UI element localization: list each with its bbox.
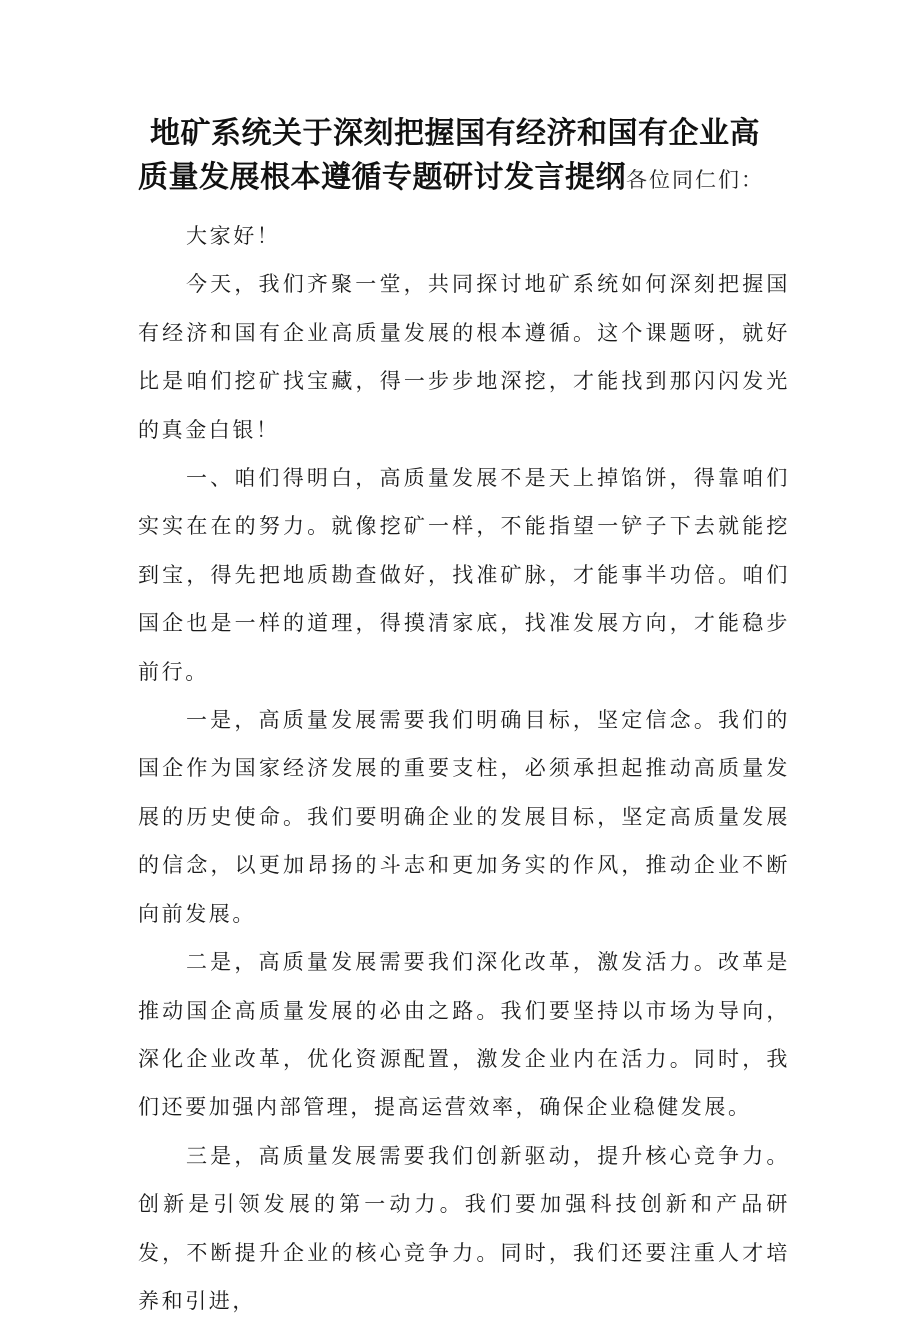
document-page [138,112,790,1325]
paragraph-intro: 今天，我们齐聚一堂，共同探讨地矿系统如何深刻把握国有经济和国有企业高质量发展的根本遵循。这个课题呀，就好比是咱们挖矿找宝藏，得一步步地深挖，才能找到那闪闪发光的真金白银！ [138,272,790,442]
paragraph-point-one: 一是，高质量发展需要我们明确目标，坚定信念。我们的国企作为国家经济发展的重要支柱，必须承担起推动高质量发展的历史使命。我们要明确企业的发展目标，坚定高质量发展的信念，以更加昂扬的斗志和更加务实的作风，推动企业不断向前发展。 [138,708,790,926]
paragraph-greeting: 大家好！ [186,224,281,248]
document-body [138,212,790,1325]
paragraph-section-one: 一、咱们得明白，高质量发展不是天上掉馅饼，得靠咱们实实在在的努力。就像挖矿一样，不能指望一铲子下去就能挖到宝，得先把地质勘查做好，找准矿脉，才能事半功倍。咱们国企也是一样的道理，得摸清家底，找准发展方向，才能稳步前行。 [138,466,790,684]
paragraph-point-two: 二是，高质量发展需要我们深化改革，激发活力。改革是推动国企高质量发展的必由之路。我们要坚持以市场为导向，深化企业改革，优化资源配置，激发企业内在活力。同时，我们还要加强内部管理，提高运营效率，确保企业稳健发展。 [138,950,790,1120]
title-line-1: 地矿系统关于深刻把握国有经济和国有企业高 [150,116,760,151]
document-title [138,112,790,202]
salutation: 各位同仁们： [626,168,764,192]
paragraph-point-three: 三是，高质量发展需要我们创新驱动，提升核心竞争力。创新是引领发展的第一动力。我们要加强科技创新和产品研发，不断提升企业的核心竞争力。同时，我们还要注重人才培养和引进， [138,1143,790,1313]
title-line-2: 质量发展根本遵循专题研讨发言提纲 [138,160,626,195]
